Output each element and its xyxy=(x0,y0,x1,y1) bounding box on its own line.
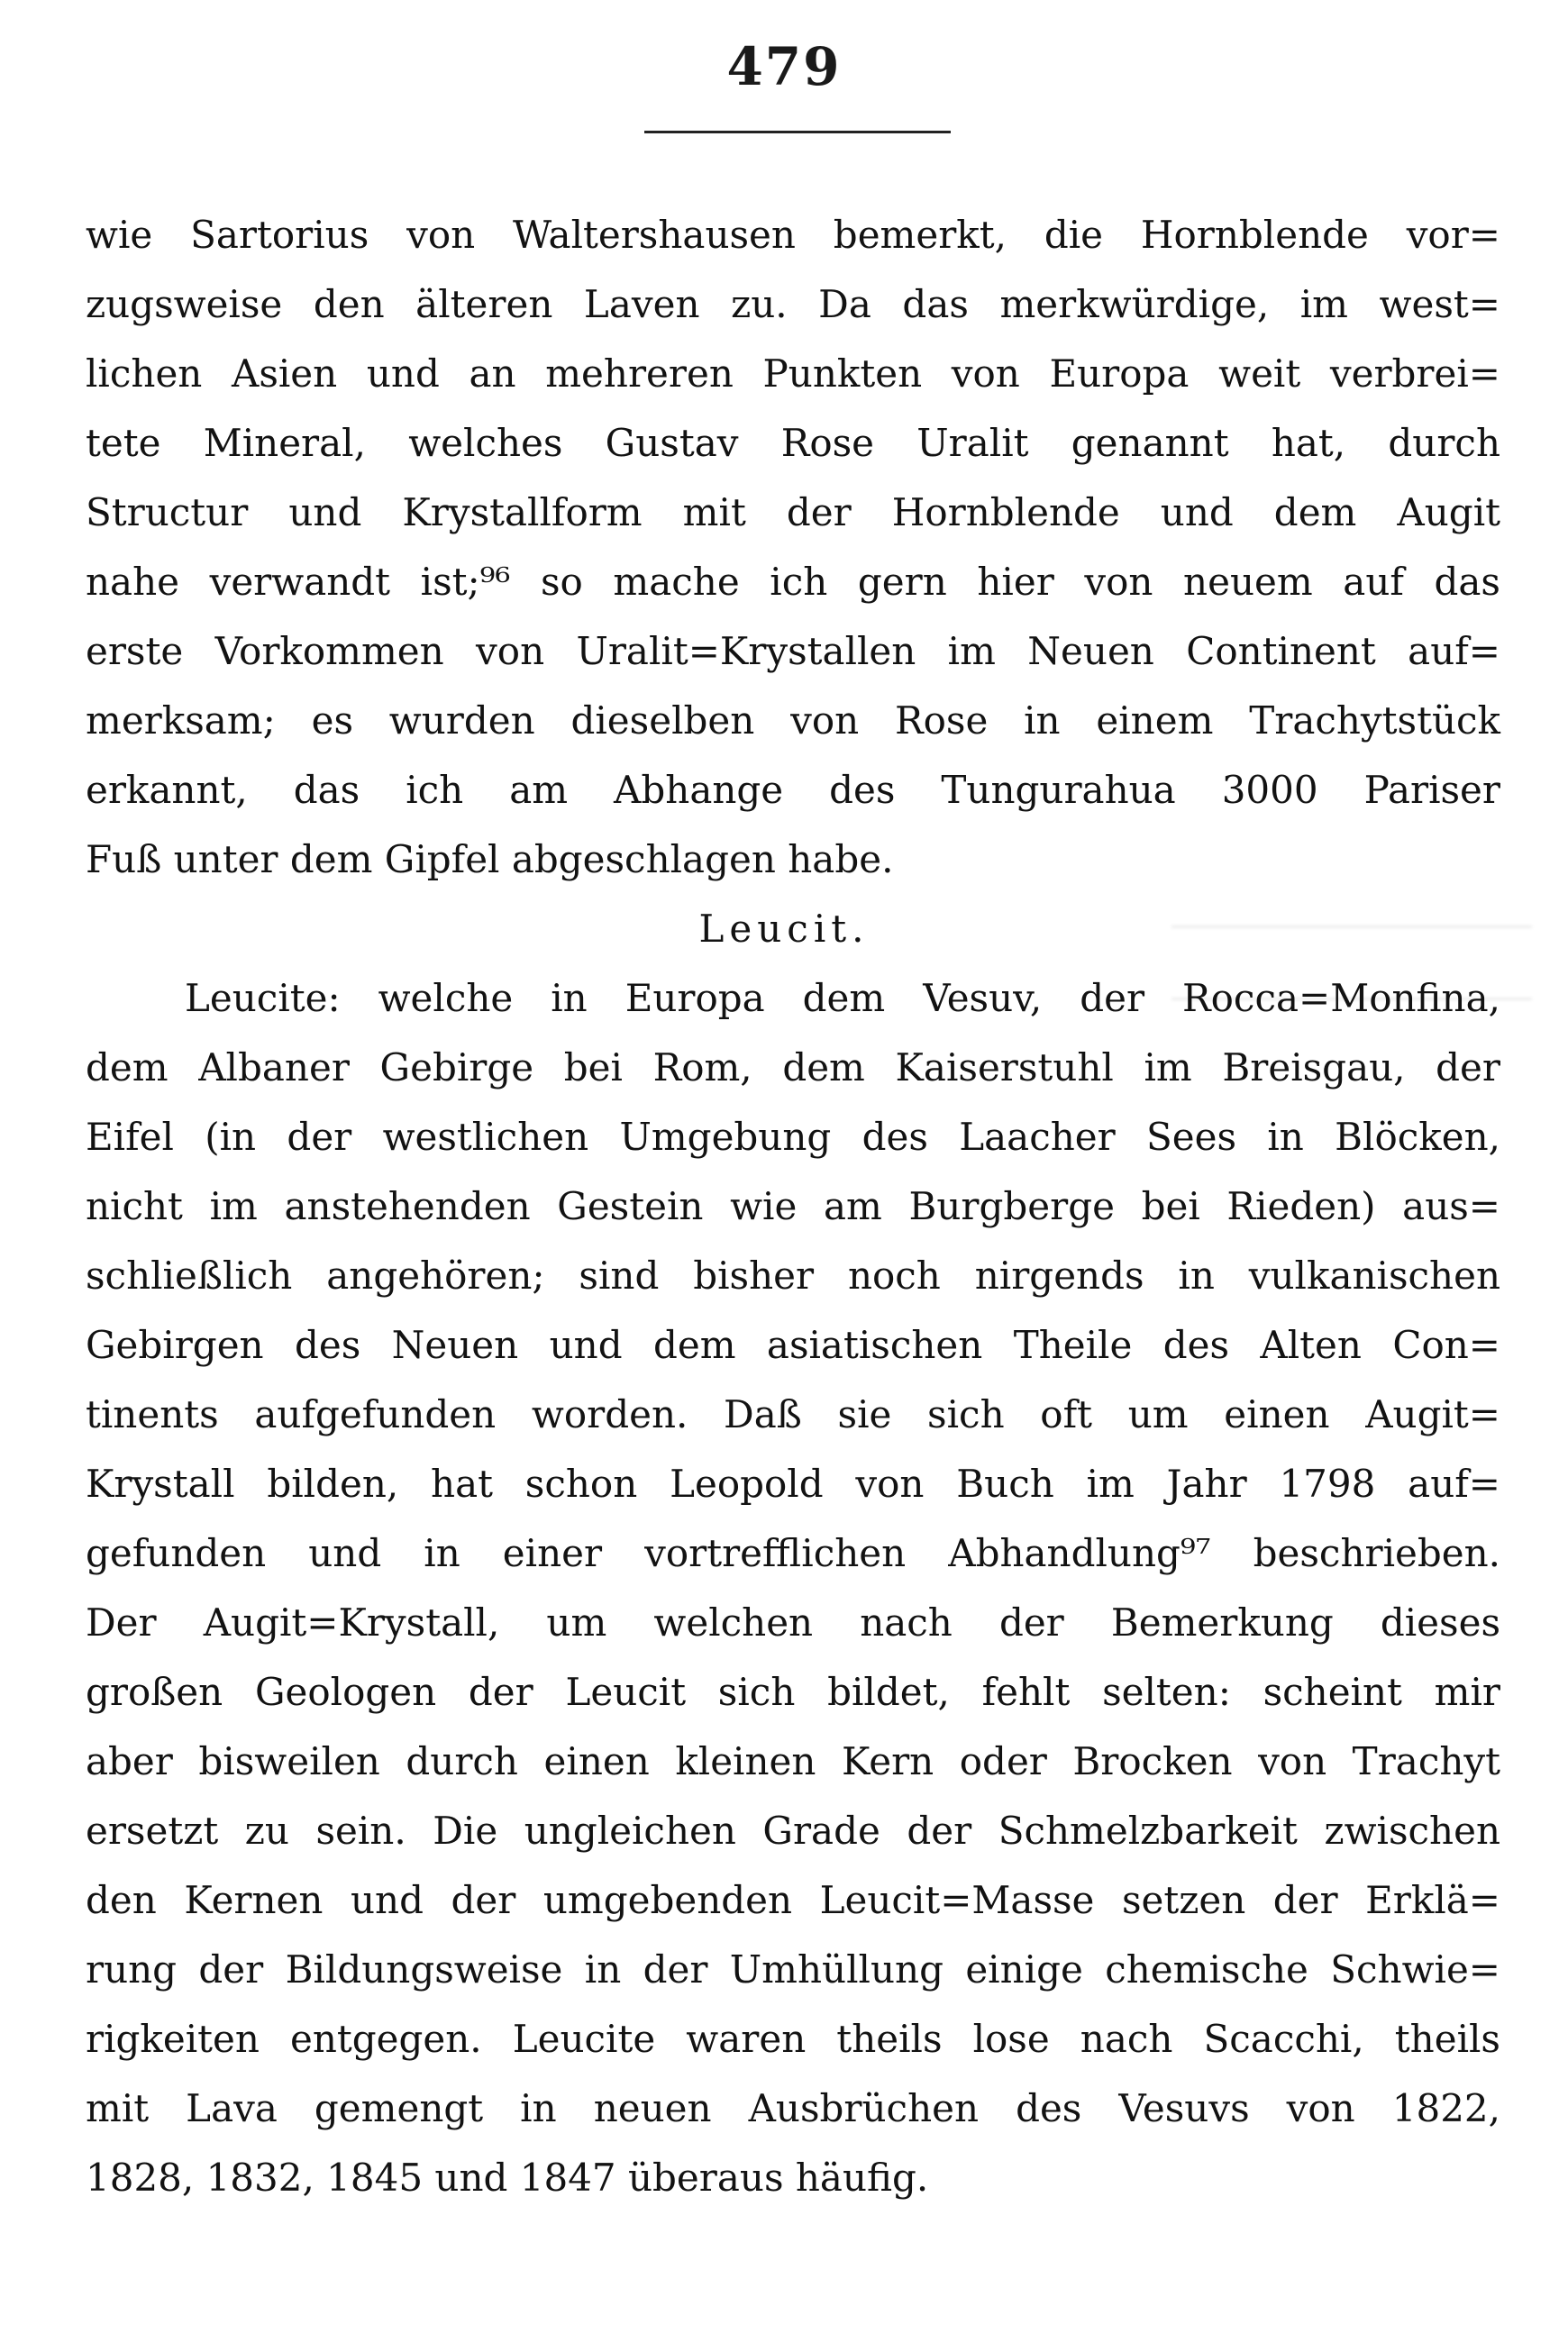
text-line: nahe verwandt ist;⁹⁶ so mache ich gern hier von neuem auf das xyxy=(86,560,1500,604)
text-line: erkannt, das ich am Abhange des Tungurahua 3000 Pariser xyxy=(86,768,1500,812)
text-line: Eifel (in der westlichen Umgebung des Laacher Sees in Blöcken, xyxy=(86,1115,1500,1159)
text-line: lichen Asien und an mehreren Punkten von Europa weit verbrei= xyxy=(86,351,1500,396)
text-line: den Kernen und der umgebenden Leucit=Masse setzen der Erklä= xyxy=(86,1878,1500,1922)
section-heading: Leucit. xyxy=(698,907,870,951)
text-line: Fuß unter dem Gipfel abgeschlagen habe. xyxy=(86,837,894,881)
text-line: gefunden und in einer vortrefflichen Abhandlung⁹⁷ beschrieben. xyxy=(86,1531,1500,1575)
page-number: 479 xyxy=(726,36,842,97)
text-line: ersetzt zu sein. Die ungleichen Grade der Schmelzbarkeit zwischen xyxy=(86,1809,1500,1853)
text-line: Gebirgen des Neuen und dem asiatischen Theile des Alten Con= xyxy=(86,1323,1500,1367)
text-line: großen Geologen der Leucit sich bildet, fehlt selten: scheint mir xyxy=(86,1670,1500,1714)
text-line: schließlich angehören; sind bisher noch nirgends in vulkanischen xyxy=(86,1254,1500,1298)
text-line: rigkeiten entgegen. Leucite waren theils lose nach Scacchi, theils xyxy=(86,2017,1500,2061)
text-line: mit Lava gemengt in neuen Ausbrüchen des Vesuvs von 1822, xyxy=(86,2086,1500,2130)
text-line: wie Sartorius von Waltershausen bemerkt, die Hornblende vor= xyxy=(86,213,1500,257)
header-rule xyxy=(644,131,951,133)
text-line: Krystall bilden, hat schon Leopold von Buch im Jahr 1798 auf= xyxy=(86,1462,1500,1506)
text-line: Structur und Krystallform mit der Hornblende und dem Augit xyxy=(86,490,1500,534)
text-line: Der Augit=Krystall, um welchen nach der Bemerkung dieses xyxy=(86,1600,1500,1645)
text-line: rung der Bildungsweise in der Umhüllung einige chemische Schwie= xyxy=(86,1947,1500,1992)
text-line: tinents aufgefunden worden. Daß sie sich oft um einen Augit= xyxy=(86,1392,1500,1436)
text-line: dem Albaner Gebirge bei Rom, dem Kaiserstuhl im Breisgau, der xyxy=(86,1045,1500,1089)
text-line: nicht im anstehenden Gestein wie am Burgberge bei Rieden) aus= xyxy=(86,1184,1500,1228)
text-line: merksam; es wurden dieselben von Rose in einem Trachytstück xyxy=(86,698,1500,743)
text-line: aber bisweilen durch einen kleinen Kern oder Brocken von Trachyt xyxy=(86,1739,1500,1783)
text-line: tete Mineral, welches Gustav Rose Uralit genannt hat, durch xyxy=(86,421,1500,465)
text-line: zugsweise den älteren Laven zu. Da das merkwürdige, im west= xyxy=(86,282,1500,326)
text-line: Leucite: welche in Europa dem Vesuv, der Rocca=Monfina, xyxy=(185,976,1500,1020)
text-line: erste Vorkommen von Uralit=Krystallen im Neuen Continent auf= xyxy=(86,629,1500,673)
text-line: 1828, 1832, 1845 und 1847 überaus häufig. xyxy=(86,2156,929,2200)
